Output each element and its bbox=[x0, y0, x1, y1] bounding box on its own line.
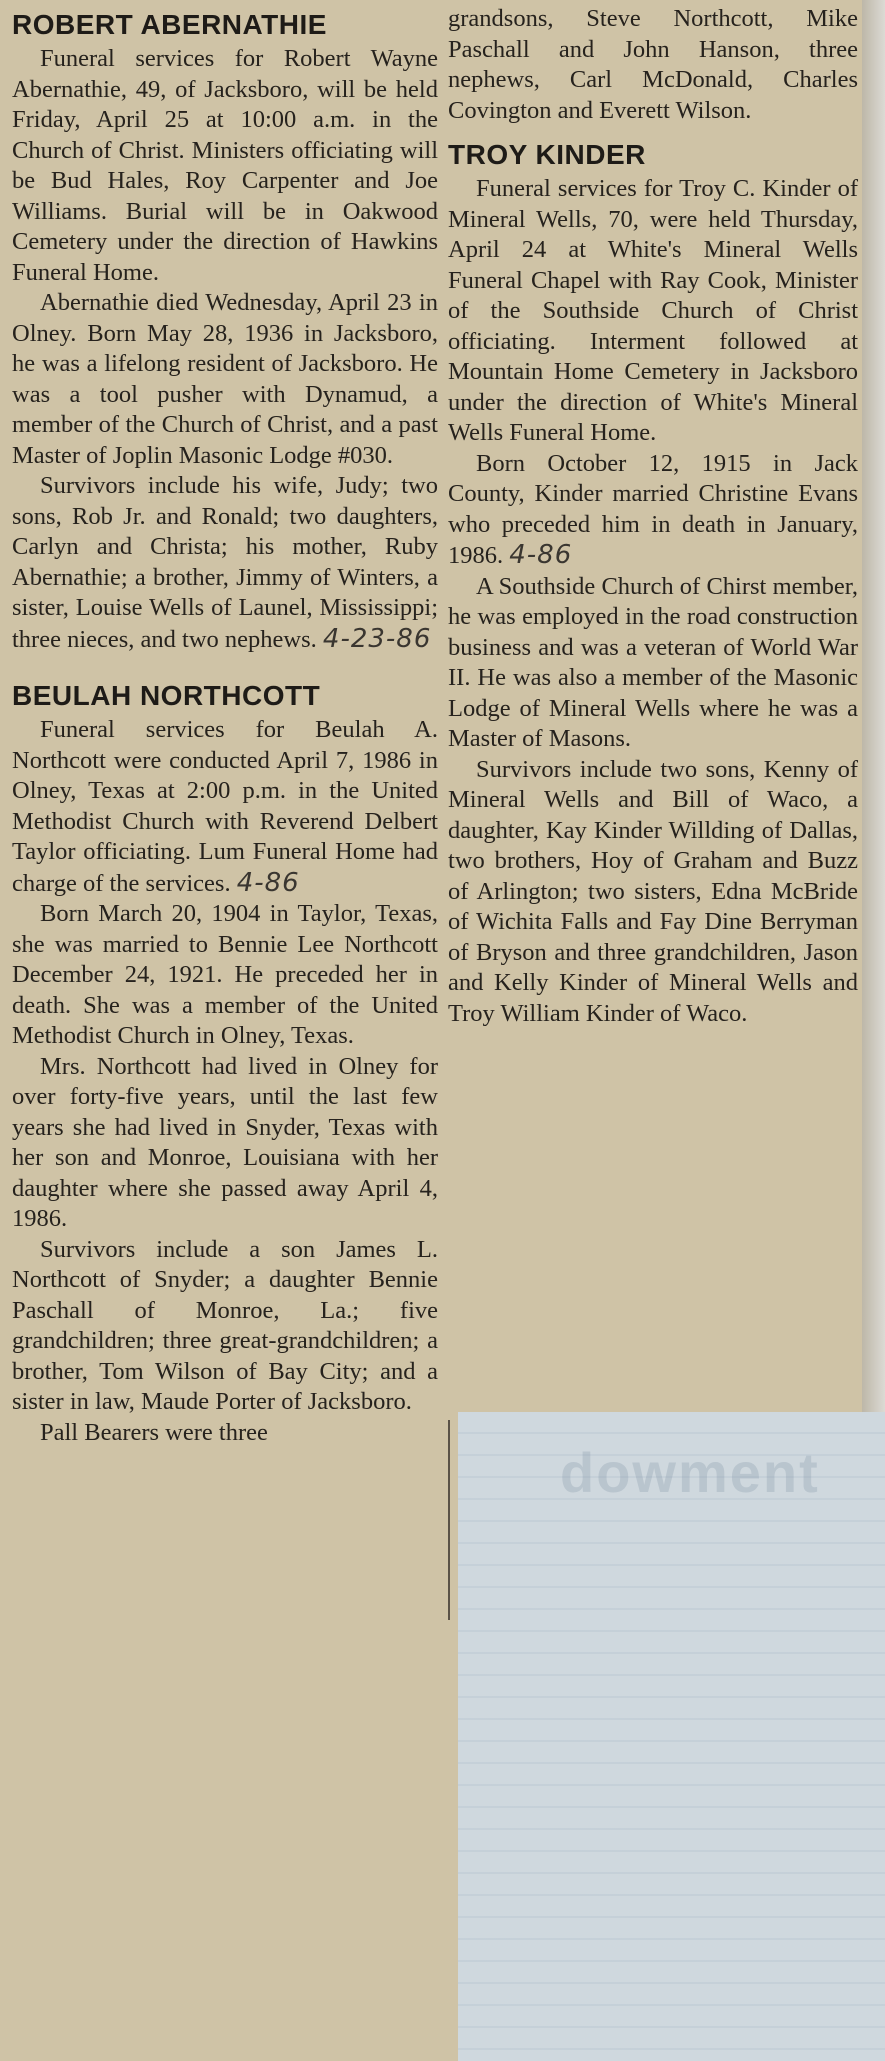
obituary-kinder bbox=[448, 138, 858, 1029]
obituary-paragraph: Survivors include two sons, Kenny of Mineral Wells and Bill of Waco, a daughter, Kay Kinder Willding of Dallas, two brothers, Hoy of Graham and Buzz of Arlington; two sisters, Edna McBride of Wichita Falls and Fay Dine Berryman of Bryson and three grandchildren, Jason and Kelly Kinder of Mineral Wells and Troy William Kinder of Waco. bbox=[448, 755, 858, 1027]
handwritten-date: 4-86 bbox=[236, 867, 300, 898]
right-column bbox=[448, 4, 858, 1029]
obituary-paragraph: Funeral services for Troy C. Kinder of Mineral Wells, 70, were held Thursday, April 24 at White's Mineral Wells Funeral Chapel with Ray Cook, Minister of the Southside Church of Christ officiating. Interment followed at Mountain Home Cemetery in Jacksboro under the direction of White's Mineral Wells Funeral Home. bbox=[448, 175, 858, 446]
obituary-abernathie bbox=[12, 8, 438, 655]
left-column bbox=[12, 8, 438, 1448]
column-divider bbox=[448, 1420, 450, 1620]
obituary-paragraph: Born March 20, 1904 in Taylor, Texas, she was married to Bennie Lee Northcott December 24, 1921. He preceded her in death. She was a member of the United Methodist Church in Olney, Texas. bbox=[12, 900, 438, 1049]
obituary-paragraph bbox=[448, 449, 858, 572]
obituary-paragraph-text: Survivors include his wife, Judy; two sons, Rob Jr. and Ronald; two daughters, Carlyn and Christa; his mother, Ruby Abernathie; a brother, Jimmy of Winters, a sister, Louise Wells of Launel, Mississippi; three nieces, and two nephews. bbox=[12, 472, 438, 653]
obituary-paragraph bbox=[12, 471, 438, 655]
continued-paragraph: grandsons, Steve Northcott, Mike Paschall and John Hanson, three nephews, Carl McDonald, Charles Covington and Everett Wilson. bbox=[448, 5, 858, 124]
obituary-paragraph: Survivors include a son James L. Northcott of Snyder; a daughter Bennie Paschall of Monroe, La.; five grandchildren; three great-grandchildren; a brother, Tom Wilson of Bay City; and a sister in law, Maude Porter of Jacksboro. bbox=[12, 1235, 438, 1415]
handwritten-date: 4-86 bbox=[509, 540, 573, 570]
obituary-paragraph: Abernathie died Wednesday, April 23 in Olney. Born May 28, 1936 in Jacksboro, he was a lifelong resident of Jacksboro. He was a tool pusher with Dynamud, a member of the Church of Christ, and a past Master of Joplin Masonic Lodge #030. bbox=[12, 289, 438, 469]
handwritten-date: 4-23-86 bbox=[322, 623, 432, 654]
obituary-paragraph: A Southside Church of Chirst member, he was employed in the road construction business and was a veteran of World War II. He was also a member of the Masonic Lodge of Mineral Wells where he was a Master of Masons. bbox=[448, 572, 858, 752]
background-watermark: dowment bbox=[560, 1441, 820, 1504]
background-paper bbox=[458, 1412, 885, 2061]
obituary-paragraph-text: Born October 12, 1915 in Jack County, Kinder married Christine Evans who preceded him in death in January, 1986. bbox=[448, 449, 858, 569]
obituary-paragraph-text: Funeral services for Beulah A. Northcott were conducted April 7, 1986 in Olney, Texas at 2:00 p.m. in the United Methodist Church with Reverend Delbert Taylor officiating. Lum Funeral Home had charge of the services. bbox=[12, 716, 438, 897]
obituary-northcott bbox=[12, 679, 438, 1448]
obituary-paragraph: Funeral services for Robert Wayne Abernathie, 49, of Jacksboro, will be held Friday, April 25 at 10:00 a.m. in the Church of Christ. Ministers officiating will be Bud Hales, Roy Carpenter and Joe Williams. Burial will be in Oakwood Cemetery under the direction of Hawkins Funeral Home. bbox=[12, 45, 438, 286]
obituary-paragraph bbox=[12, 715, 438, 899]
obituary-paragraph: Mrs. Northcott had lived in Olney for over forty-five years, until the last few years she had lived in Snyder, Texas with her son and Monroe, Louisiana with her daughter where she passed away April 4, 1986. bbox=[12, 1052, 438, 1232]
paper-edge bbox=[862, 0, 885, 1412]
obituary-paragraph: Pall Bearers were three bbox=[40, 1418, 268, 1446]
obituary-heading: BEULAH NORTHCOTT bbox=[12, 680, 321, 711]
obituary-heading: ROBERT ABERNATHIE bbox=[12, 9, 327, 40]
obituary-heading: TROY KINDER bbox=[448, 139, 646, 170]
